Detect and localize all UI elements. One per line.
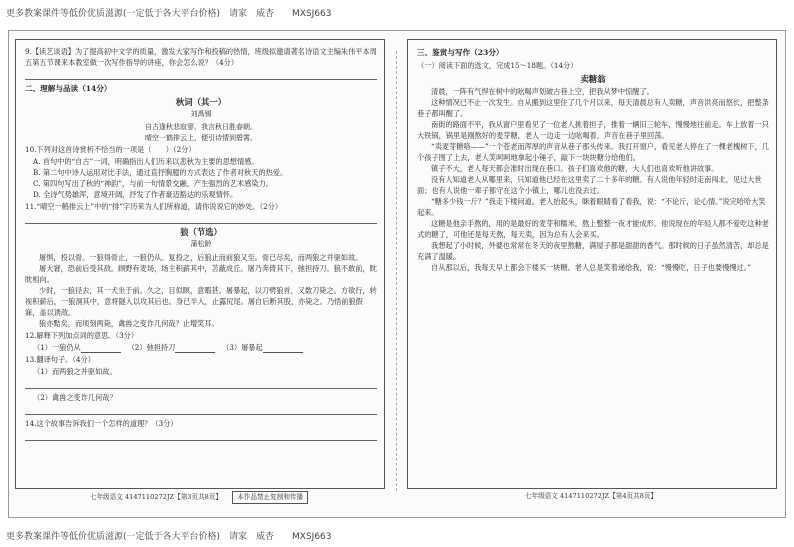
answer-line[interactable]	[25, 213, 377, 224]
copyright-stamp: 本作品禁止复制和传播	[232, 491, 308, 504]
prose-paragraph: 狼亦黠矣，而顷刻两毙，禽兽之变诈几何哉？止增笑耳。	[39, 319, 219, 328]
question-11: 11.“晴空一鹤排云上”中的“排”字历来为人们所称道，请你说说它的妙处。（2分）	[25, 202, 283, 211]
answer-line[interactable]	[25, 404, 377, 415]
article-paragraph: “糖多少钱一斤？”我走下楼问道。老人抬起头，眯着眼睛看了看我，说：“不论斤，论心情。”说完哈哈大笑起来。	[417, 197, 766, 217]
article-paragraph: 没有人知道老人从哪里来，只知道他已经在这里卖了二十多年的糖。有人说他年轻时走南闯北，见过大世面；也有人说他一辈子都守在这个小镇上，哪儿也没去过。	[417, 175, 762, 195]
article-paragraph: 我想起了小时候，外婆也常常在冬天的夜里熬糖，满屋子都是甜甜的香气。那时候的日子虽然清苦，却总是充满了温暖。	[417, 241, 769, 261]
answer-line[interactable]	[25, 69, 377, 80]
poem-title: 秋词（其一）	[175, 97, 227, 107]
question-14: 14.这个故事告诉我们一个怎样的道理？（3分）	[25, 419, 178, 428]
option-a: A. 首句中的“自古”一词，明确指出人们历来以悲秋为主要的思想情感。	[33, 157, 259, 166]
q12-item-1: （1）一狼仍从	[33, 343, 81, 352]
page-3-content	[25, 45, 377, 503]
prose-paragraph: 屠大窘，恐前后受其敌。顾野有麦场，场主积薪其中，苫蔽成丘。屠乃奔倚其下，弛担持刀。狼不敢前，眈眈相向。	[25, 264, 377, 284]
article-paragraph: 镇子不大，老人每天都会准时出现在巷口。孩子们喜欢他的糖，大人们也喜欢听他讲故事。	[431, 164, 719, 173]
option-c: C. 第四句写出了秋的“神韵”，与前一句情景交融，产生强烈的艺术感染力。	[33, 179, 273, 188]
article-paragraph: 自从那以后，我每天早上都会下楼买一块糖。老人总是笑着递给我，说：“慢慢吃，日子也要慢慢过。”	[431, 263, 752, 272]
page-4-content	[417, 45, 769, 503]
top-banner: 更多教案课件等低价优质滋源(一定低于各大平台价格) 请家 威杏 MXSJ663	[6, 9, 332, 19]
question-12-items	[25, 342, 377, 353]
page-3-footer	[15, 491, 383, 504]
prose-title: 狼（节选）	[180, 227, 222, 237]
bottom-banner: 更多教案课件等低价优质滋源(一定低于各大平台价格) 请家 威杏 MXSJ663	[6, 532, 332, 542]
article-paragraph: “卖麦芽糖咯——”一个苍老而浑厚的声音从巷子那头传来。我打开窗户，看见老人停在了一棵老槐树下，几个孩子围了上去，老人笑呵呵地拿起小锤子，敲下一块块糖分给他们。	[417, 142, 769, 162]
question-10: 10.下列对这首诗赏析不恰当的一项是（ ）（2分）	[25, 145, 196, 154]
question-9: 9.【读艺谈语】为了提高初中文学的质量，激发大家写作和投稿的热情，班级拟邀请著名诗语文主编朱伟平本周五第五节课来本教室做一次写作指导的讲座，你会怎么说？（4分）	[25, 47, 377, 67]
section-2-heading: 二、理解与品读（14分）	[25, 84, 112, 93]
answer-blank[interactable]	[175, 344, 215, 353]
page-3-footer-text: 七年级语文 4147110272JZ【第3页共8页】	[89, 493, 223, 501]
article-title: 卖糖翁	[580, 74, 606, 84]
poem-author: 刘禹锡	[190, 110, 212, 118]
poem-line-1: 自古逢秋悲寂寥，我言秋日胜春朝。	[145, 123, 257, 131]
fold-line	[396, 51, 397, 491]
prose-paragraph: 屠惧，投以骨。一狼得骨止，一狼仍从。复投之，后狼止而前狼又至。骨已尽矣，而两狼之并驱如故。	[39, 253, 363, 262]
answer-blank[interactable]	[81, 344, 121, 353]
answer-line[interactable]	[25, 430, 377, 441]
exam-sheet	[8, 30, 786, 518]
option-d: D. 全诗气势雄浑，意境开阔，抒发了作者豪迈豁达的乐观情怀。	[33, 190, 238, 199]
article-paragraph: 南街的路面不平，我从窗户里看见了一位老人挑着担子，推着一辆旧三轮车，慢慢地往前走。车上放着一只大铁锅，锅里是刚熬好的麦芽糖，老人一边走一边吆喝着，声音在巷子里回荡。	[417, 120, 769, 140]
article-paragraph: 这糖是他亲手熬的，用的是最好的麦芽和糯米，熬上整整一夜才能成形。他说现在的年轻人都不爱吃这种老式的糖了，可他还是每天熬，每天卖，因为总有人会来买。	[417, 219, 769, 239]
page-3	[15, 37, 385, 509]
option-b: B. 第二句中诗人运用对比手法，通过直抒胸臆的方式表达了作者对秋天的热爱。	[33, 168, 288, 177]
article-paragraph: 清晨，一阵有气悍在树中的吆喝声划破古巷上空，把我从梦中惊醒了。	[431, 87, 654, 96]
answer-line[interactable]	[25, 378, 377, 389]
prose-paragraph: 少时，一狼径去，其一犬坐于前。久之，目似瞑，意暇甚。屠暴起，以刀劈狼首，又数刀毙之。方欲行，转视积薪后，一狼洞其中，意将隧入以攻其后也。身已半入，止露尻尾。屠自后断其股，亦毙之。乃悟前狼假寐，盖以诱敌。	[25, 286, 377, 317]
q12-item-2: （2）弛担持刀	[127, 343, 176, 352]
q12-item-3: （3）屠暴起	[222, 343, 263, 352]
question-13: 13.翻译句子。（4分）	[25, 355, 95, 364]
q13-item-1: （1）而两狼之并驱如故。	[33, 367, 117, 376]
poem-line-2: 晴空一鹤排云上，便引诗情到碧霄。	[145, 133, 257, 142]
reading-instruction: （一）阅读下面的选文，完成15～18题。（14分）	[417, 61, 578, 70]
article-paragraph: 这种情况已不止一次发生。自从搬到这里住了几个月以来，每天清晨总有人卖糖，声音洪亮而悠长，把整条巷子都叫醒了。	[417, 98, 769, 118]
binding-spine	[391, 51, 403, 491]
page-4-footer: 七年级语文 4147110272JZ【第4页共8页】	[524, 492, 658, 500]
page-4	[407, 37, 777, 509]
prose-author: 蒲松龄	[190, 240, 212, 248]
question-12: 12.解释下列加点词的意思。（3分）	[25, 331, 139, 340]
section-3-heading: 三、鉴赏与写作（23分）	[417, 48, 504, 57]
q13-item-2: （2）禽兽之变诈几何哉？	[33, 393, 117, 402]
answer-blank[interactable]	[263, 344, 303, 353]
